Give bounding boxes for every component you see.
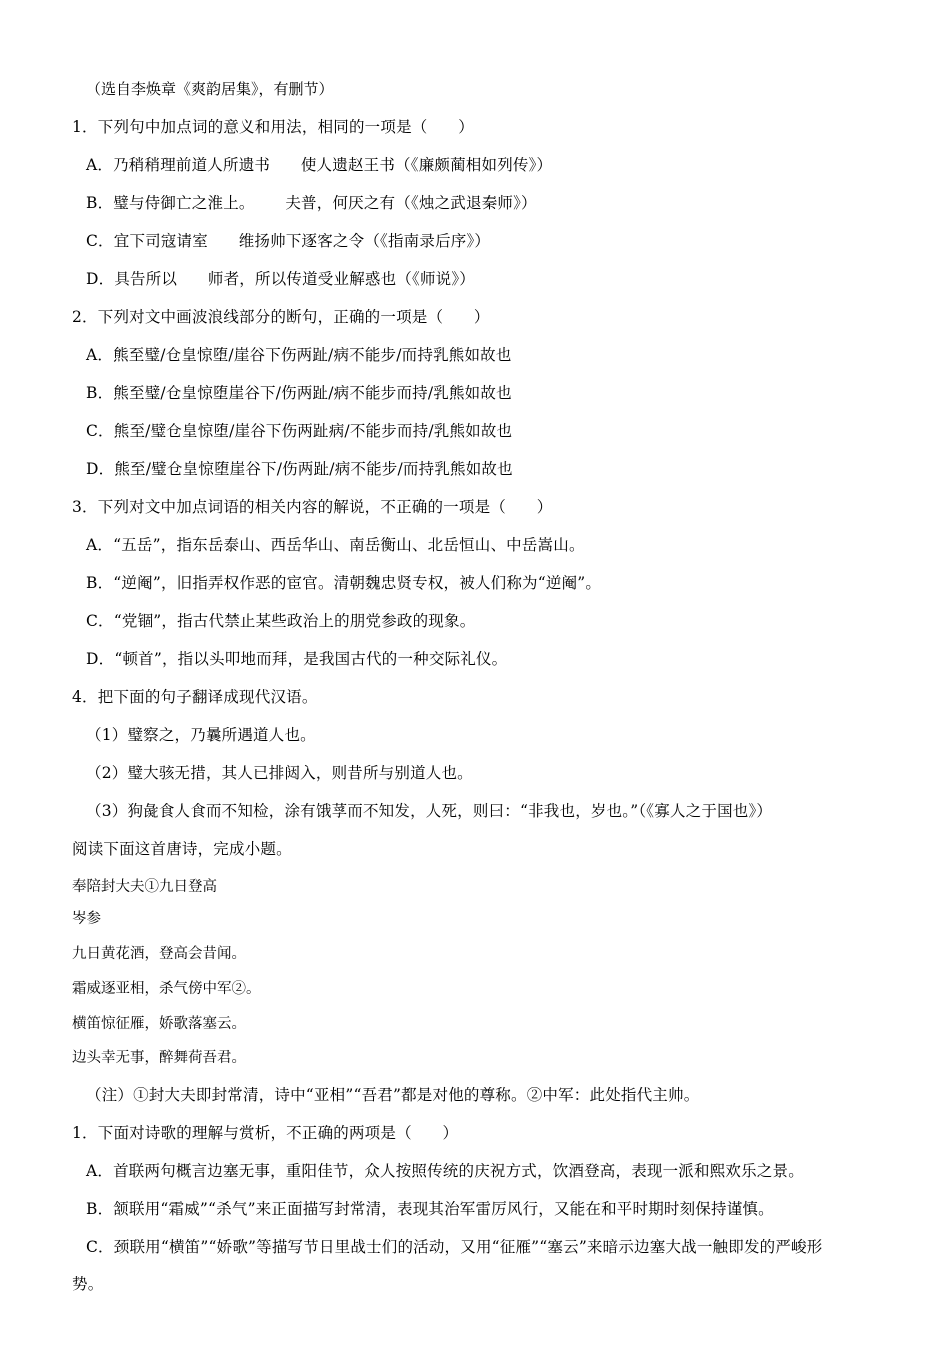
question-4-block [72, 685, 878, 823]
question-3-option-c: C．“党锢”，指古代禁止某些政治上的朋党参政的现象。 [86, 612, 476, 631]
poem-question-1-option-b: B．颔联用“霜威”“杀气”来正面描写封常清，表现其治军雷厉风行，又能在和平时期时刻保持谨慎。 [86, 1200, 774, 1219]
poem-line-1: 九日黄花酒，登高会昔闻。 [72, 946, 246, 963]
poem-line-3: 横笛惊征雁，娇歌落塞云。 [72, 1015, 246, 1032]
question-2-option-b: B．熊至璧/仓皇惊堕崖谷下/伤两趾/病不能步而持/乳熊如故也 [86, 384, 512, 403]
question-4-item-1: （1）璧察之，乃曩所遇道人也。 [86, 726, 316, 745]
question-1-option-d: D．具告所以 师者，所以传道受业解惑也（《师说》） [86, 270, 475, 289]
question-3-block [72, 495, 878, 671]
poem-question-1-stem: 1．下面对诗歌的理解与赏析，不正确的两项是（ ） [72, 1124, 459, 1143]
poem-question-1-block [72, 1121, 878, 1296]
poem-line-2: 霜威逐亚相，杀气傍中军②。 [72, 980, 261, 997]
poem-question-1-option-c: C．颈联用“横笛”“娇歌”等描写节日里战士们的活动，又用“征雁”“塞云”来暗示边塞大战一触即发的严峻形 [86, 1238, 823, 1257]
question-2-option-c: C．熊至/璧仓皇惊堕/崖谷下伤两趾病/不能步而持/乳熊如故也 [86, 422, 513, 441]
question-3-option-b: B．“逆阉”，旧指弄权作恶的宦官。清朝魏忠贤专权，被人们称为“逆阉”。 [86, 574, 602, 593]
poem-line-4: 边头幸无事，醉舞荷吾君。 [72, 1050, 246, 1067]
question-4-stem: 4．把下面的句子翻译成现代汉语。 [72, 688, 318, 707]
question-4-item-3: （3）狗彘食人食而不知检，涂有饿莩而不知发，人死，则曰：“非我也，岁也。”（《寡人之于国也》） [86, 802, 773, 821]
poem-annotation: （注）①封大夫即封常清，诗中“亚相”“吾君”都是对他的尊称。②中军：此处指代主帅。 [86, 1086, 700, 1105]
question-3-option-a: A．“五岳”，指东岳泰山、西岳华山、南岳衡山、北岳恒山、中岳嵩山。 [86, 536, 585, 555]
question-2-block [72, 305, 878, 481]
poem-author: 岑参 [72, 911, 101, 928]
poem-question-1-option-a: A．首联两句概言边塞无事，重阳佳节，众人按照传统的庆祝方式，饮酒登高，表现一派和熙欢乐之景。 [86, 1162, 804, 1181]
question-3-stem: 3．下列对文中加点词语的相关内容的解说，不正确的一项是（ ） [72, 498, 553, 517]
question-4-item-2: （2）璧大骇无措，其人已排闼入，则昔所与别道人也。 [86, 764, 473, 783]
reading-instruction: 阅读下面这首唐诗，完成小题。 [72, 840, 292, 859]
question-1-stem: 1．下列句中加点词的意义和用法，相同的一项是（ ） [72, 118, 474, 136]
question-1-block [72, 115, 878, 291]
poem-title: 奉陪封大夫①九日登高 [72, 879, 217, 896]
question-1-option-a: A．乃稍稍理前道人所遗书 使人遗赵王书（《廉颇蔺相如列传》） [86, 156, 553, 175]
source-note: （选自李焕章《爽韵居集》，有删节） [86, 80, 334, 98]
question-1-option-c: C．宜下司寇请室 维扬帅下逐客之令（《指南录后序》） [86, 232, 491, 251]
question-3-option-d: D．“顿首”，指以头叩地而拜，是我国古代的一种交际礼仪。 [86, 650, 508, 669]
question-2-option-d: D．熊至/璧仓皇惊堕崖谷下/伤两趾/病不能步/而持乳熊如故也 [86, 460, 513, 479]
poem-question-1-option-c-continued: 势。 [72, 1275, 104, 1294]
question-1-option-b: B．璧与侍御亡之淮上。 夫普，何厌之有（《烛之武退秦师》） [86, 194, 537, 213]
question-2-option-a: A．熊至璧/仓皇惊堕/崖谷下伤两趾/病不能步/而持乳熊如故也 [86, 346, 512, 365]
question-2-stem: 2．下列对文中画波浪线部分的断句，正确的一项是（ ） [72, 308, 490, 327]
